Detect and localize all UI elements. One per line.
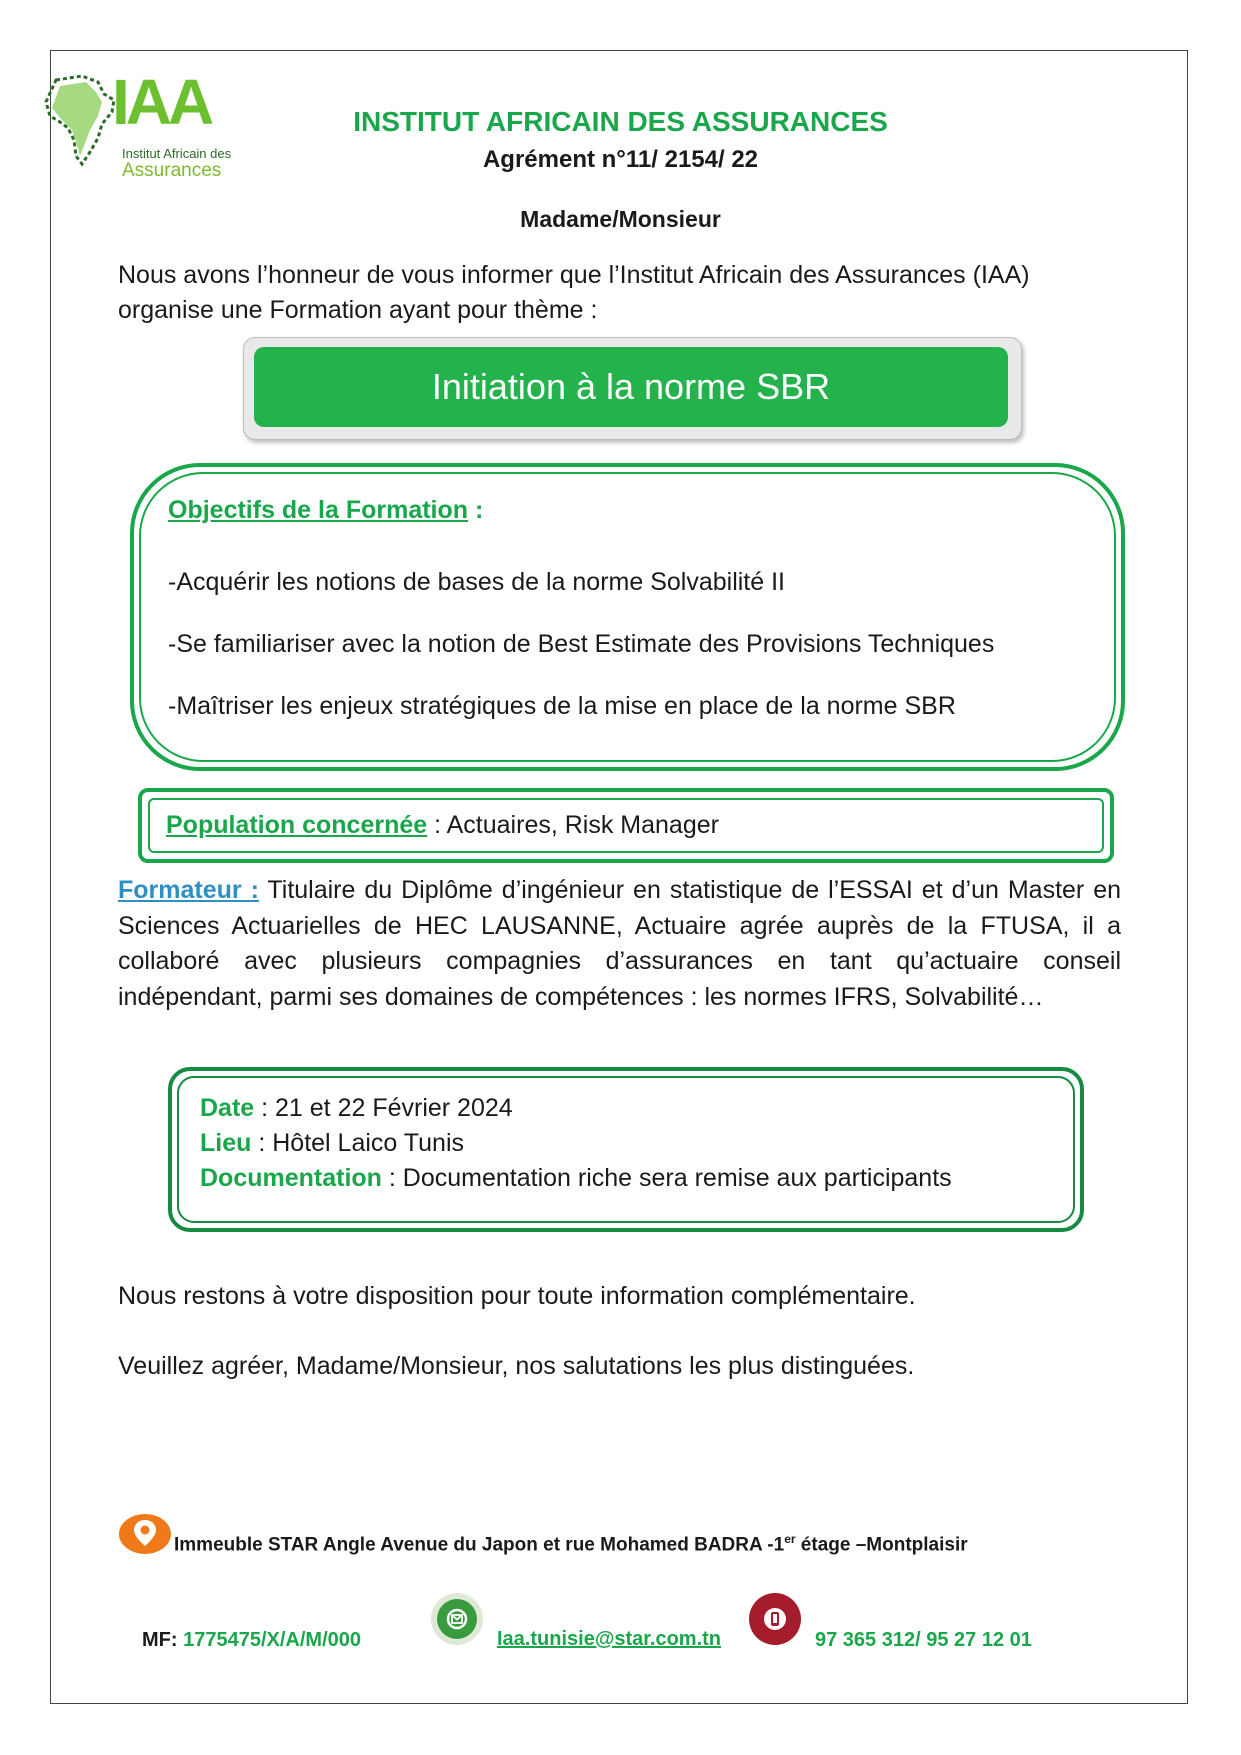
lieu-label: Lieu <box>200 1129 252 1157</box>
objective-item: -Se familiariser avec la notion de Best Estimate des Provisions Techniques <box>168 630 995 658</box>
formateur-paragraph <box>118 873 1121 1015</box>
closing-line-2: Veuillez agréer, Madame/Monsieur, nos salutations les plus distinguées. <box>118 1352 915 1380</box>
intro-paragraph <box>118 258 1128 328</box>
date-value: : 21 et 22 Février 2024 <box>254 1094 513 1122</box>
population-text <box>166 811 719 840</box>
location-pin-icon <box>118 1512 172 1556</box>
lieu-line <box>200 1129 464 1158</box>
formateur-text: Titulaire du Diplôme d’ingénieur en statistique de l’ESSAI et d’un Master en Sciences Actuarielles de HEC LAUSANNE, Actuaire agrée auprès de la FTUSA, il a collaboré avec plusieurs compagnies d’assurances en tant qu’actuaire conseil indépendant, parmi ses domaines de compétences : les normes IFRS, Solvabilité… <box>118 876 1122 1011</box>
formateur-label: Formateur : <box>118 876 259 904</box>
date-line <box>200 1094 513 1123</box>
logo-letters: IAA <box>112 66 211 138</box>
population-label: Population concernée <box>166 811 428 839</box>
footer-address <box>174 1532 968 1556</box>
footer-mf <box>142 1629 361 1652</box>
theme-banner: Initiation à la norme SBR <box>254 347 1008 427</box>
salutation: Madame/Monsieur <box>520 206 721 232</box>
objective-item: -Maîtriser les enjeux stratégiques de la mise en place de la norme SBR <box>168 692 956 720</box>
address-floor: étage –Montplaisir <box>795 1534 968 1556</box>
logo-subtitle-assurances: Assurances <box>122 160 222 181</box>
footer-phone: 97 365 312/ 95 27 12 01 <box>815 1629 1032 1651</box>
documentation-label: Documentation <box>200 1164 382 1192</box>
institute-title: INSTITUT AFRICAIN DES ASSURANCES <box>353 106 888 137</box>
mf-value: 1775475/X/A/M/000 <box>183 1629 361 1651</box>
population-value: : Actuaires, Risk Manager <box>427 811 719 839</box>
agrement-number: Agrément n°11/ 2154/ 22 <box>482 146 759 173</box>
logo-subtitle: Institut Africain des <box>122 146 232 161</box>
objectives-title-colon: : <box>468 496 484 524</box>
footer-email-link[interactable]: Iaa.tunisie@star.com.tn <box>497 1628 722 1650</box>
intro-line-1: Nous avons l’honneur de vous informer que l’Institut Africain des Assurances (IAA) <box>118 261 1030 289</box>
mf-label: MF: <box>142 1629 184 1651</box>
documentation-value: : Documentation riche sera remise aux participants <box>381 1164 952 1192</box>
lieu-value: : Hôtel Laico Tunis <box>251 1129 465 1157</box>
phone-icon <box>748 1592 802 1646</box>
objectives-title <box>168 496 483 525</box>
documentation-line <box>200 1164 952 1193</box>
address-superscript: er <box>784 1532 796 1546</box>
objectives-title-label: Objectifs de la Formation <box>168 496 469 524</box>
mail-icon <box>430 1592 484 1646</box>
objective-item: -Acquérir les notions de bases de la norme Solvabilité II <box>168 568 785 596</box>
date-label: Date <box>200 1094 255 1122</box>
intro-line-2: organise une Formation ayant pour thème : <box>118 296 598 324</box>
closing-line-1: Nous restons à votre disposition pour toute information complémentaire. <box>118 1282 916 1310</box>
address-text: Immeuble STAR Angle Avenue du Japon et rue Mohamed BADRA -1 <box>174 1534 785 1556</box>
